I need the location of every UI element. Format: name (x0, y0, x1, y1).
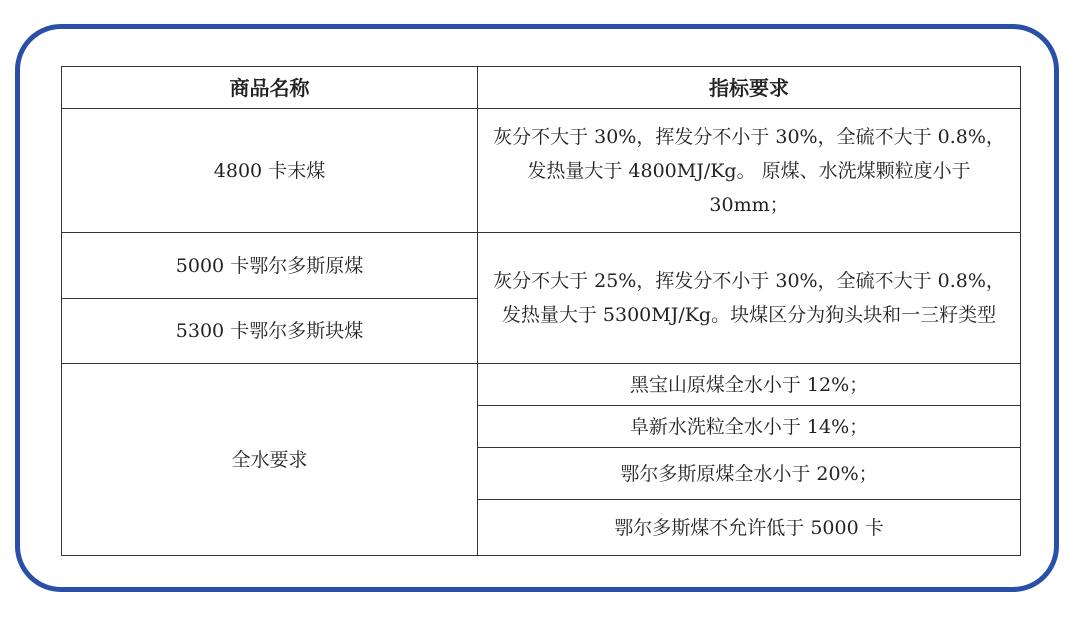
table-row (62, 364, 1021, 406)
table-row (62, 109, 1021, 233)
product-name-5300: 5300 卡鄂尔多斯块煤 (62, 299, 478, 364)
coal-spec-table (61, 66, 1021, 556)
requirement-ordos (478, 233, 1021, 364)
table-header-row (62, 67, 1021, 109)
requirement-4800 (478, 109, 1021, 233)
moisture-item: 鄂尔多斯煤不允许低于 5000 卡 (478, 500, 1021, 556)
moisture-item: 鄂尔多斯原煤全水小于 20%； (478, 448, 1021, 500)
moisture-item: 黑宝山原煤全水小于 12%； (478, 364, 1021, 406)
moisture-item: 阜新水洗粒全水小于 14%； (478, 406, 1021, 448)
header-product-name: 商品名称 (62, 67, 478, 109)
table-row (62, 233, 1021, 299)
header-requirements: 指标要求 (478, 67, 1021, 109)
product-name-5000: 5000 卡鄂尔多斯原煤 (62, 233, 478, 299)
requirement-ordos-text: 灰分不大于 25%，挥发分不小于 30%，全硫不大于 0.8%，发热量大于 5300MJ/Kg。块煤区分为狗头块和一三籽类型 (493, 270, 1005, 326)
moisture-requirement-label: 全水要求 (62, 364, 478, 556)
requirement-4800-text: 灰分不大于 30%，挥发分不小于 30%，全硫不大于 0.8%，发热量大于 4800MJ/Kg。 原煤、水洗煤颗粒度小于 30mm； (493, 125, 1005, 216)
product-name-4800: 4800 卡末煤 (62, 109, 478, 233)
